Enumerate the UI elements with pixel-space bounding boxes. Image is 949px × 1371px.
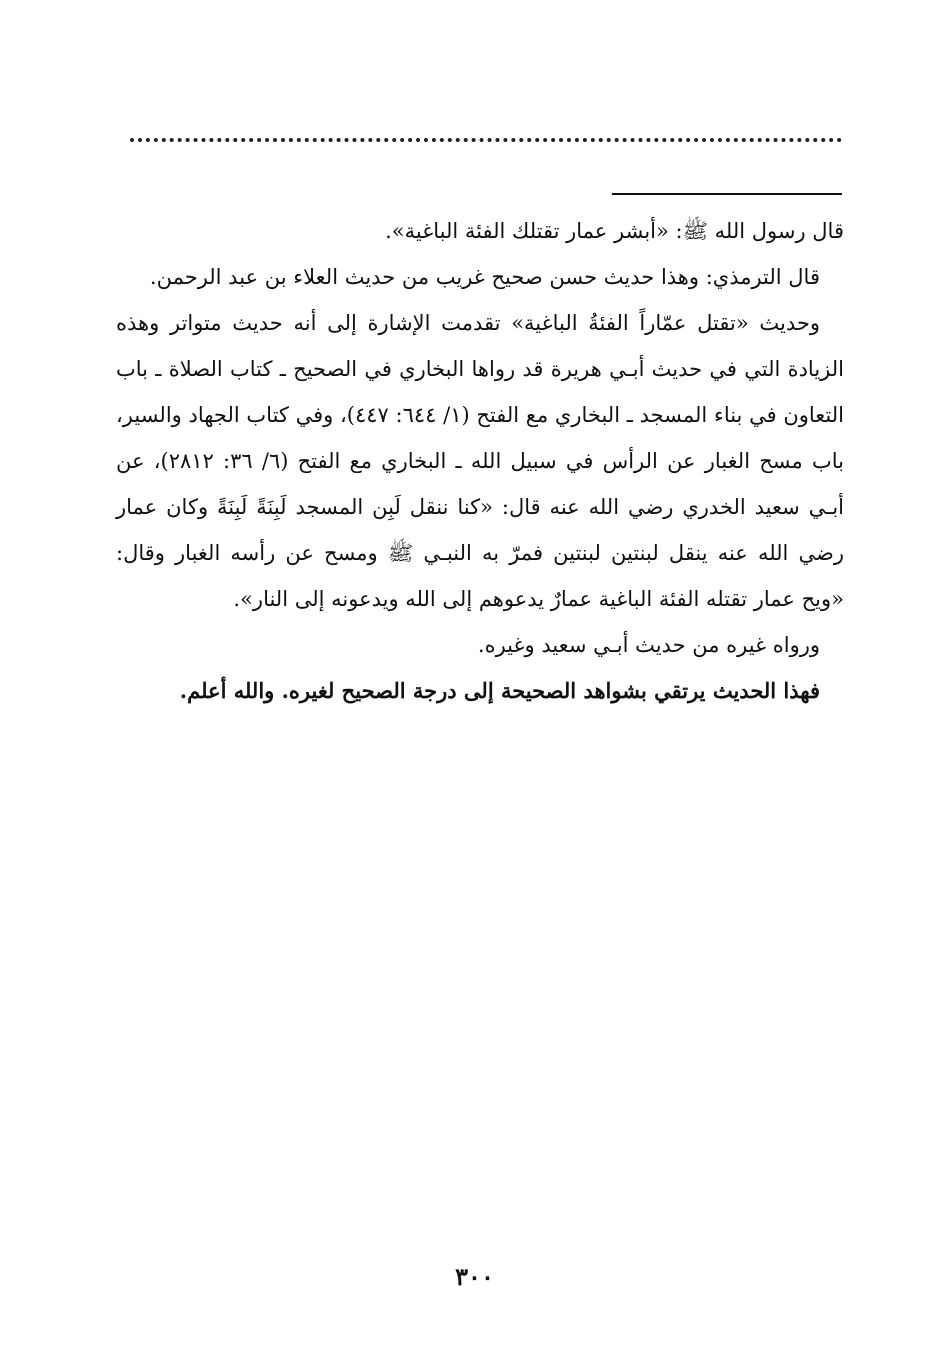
- dotted-separator: [130, 138, 842, 142]
- footnote-separator: [612, 193, 842, 195]
- paragraph-conclusion: فهذا الحديث يرتقي بشواهد الصحيحة إلى درجة الصحيح لغيره. والله أعلم.: [179, 678, 820, 703]
- footnote-text: [116, 208, 844, 714]
- paragraph-hadith-quote: قال رسول الله ﷺ: «أبشر عمار تقتلك الفئة الباغية».: [385, 219, 844, 243]
- paragraph-tirmidhi: قال الترمذي: وهذا حديث حسن صحيح غريب من حديث العلاء بن عبد الرحمن.: [149, 265, 820, 289]
- paragraph-other-narrations: ورواه غيره من حديث أبـي سعيد وغيره.: [477, 633, 820, 657]
- page-number: ٣٠٠: [455, 1262, 494, 1291]
- paragraph-hadith-discussion: وحديث «تقتل عمّاراً الفئةُ الباغية» تقدمت الإشارة إلى أنه حديث متواتر وهذه الزيادة التي في حديث أبـي هريرة قد رواها البخاري في الصحيح ـ كتاب الصلاة ـ باب التعاون في بناء المسجد ـ البخاري مع الفتح (١/ ٦٤٤: ٤٤٧)، وفي كتاب الجهاد والسير، باب مسح الغبار عن الرأس في سبيل الله ـ البخاري مع الفتح (٦/ ٣٦: ٢٨١٢)، عن أبـي سعيد الخدري رضي الله عنه قال: «كنا ننقل لَبِن المسجد لَبِنَةً لَبِنَةً وكان عمار رضي الله عنه ينقل لبنتين لبنتين فمرّ به النبـي ﷺ ومسح عن رأسه الغبار وقال: «ويح عمار تقتله الفئة الباغية عمارٌ يدعوهم إلى الله ويدعونه إلى النار».: [116, 311, 844, 611]
